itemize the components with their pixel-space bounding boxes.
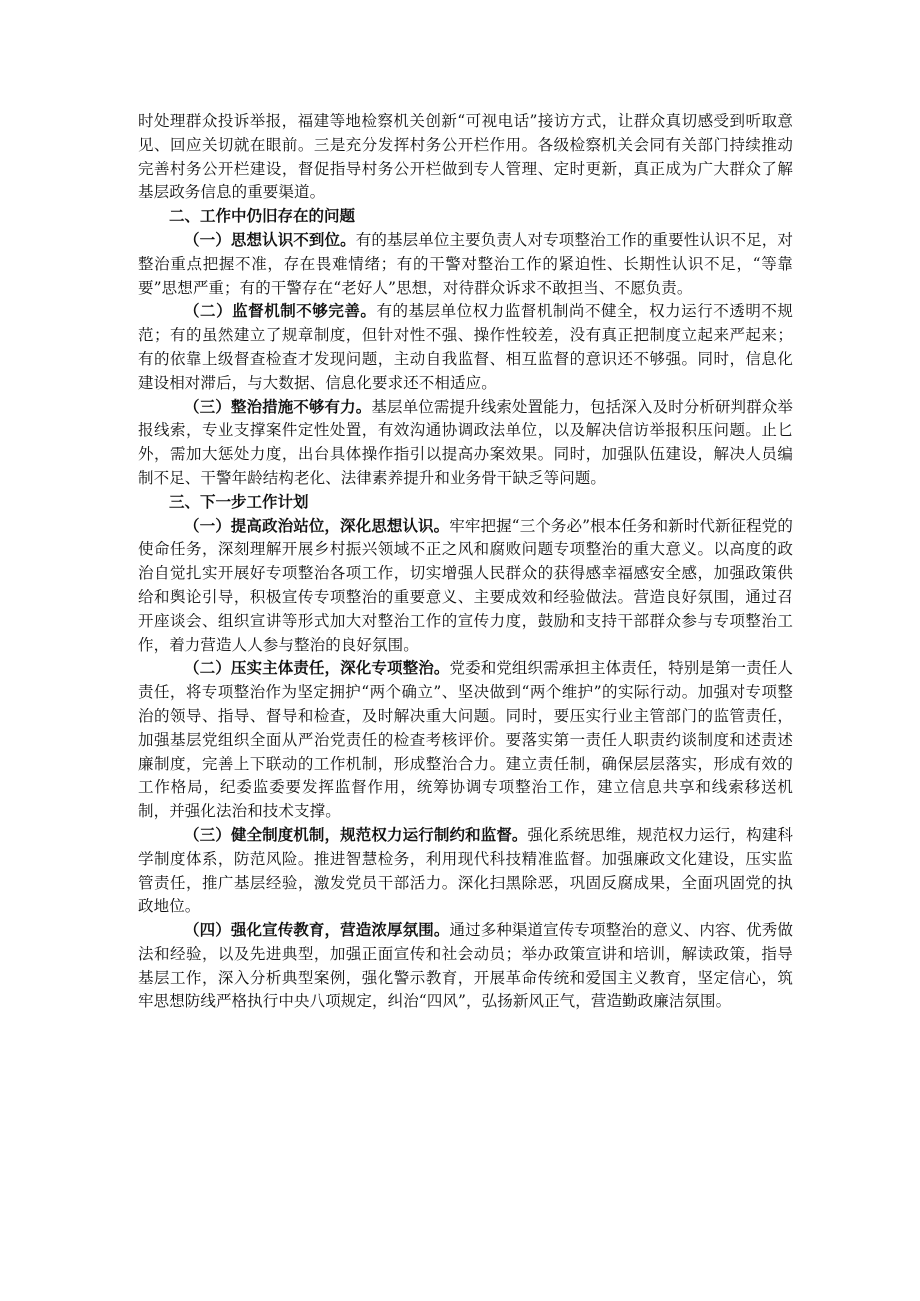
plan-item-4-body: 通过多种渠道宣传专项整治的意义、内容、优秀做法和经验，以及先进典型，加强正面宣传和社会动员；举办政策宣讲和培训，解读政策，指导基层工作，深入分析典型案例，强化警示教育，开展革命传统和爱国主义教育，坚定信心，筑牢思想防线严格执行中央八项规定，纠治“四风”，弘扬新风正气，营造勤政廉洁氛围。 [138,921,793,1011]
plan-item-2-lead: （二）压实主体责任，深化专项整治。 [184,659,450,678]
plan-item-2 [138,657,793,824]
problem-item-1-lead: （一）思想认识不到位。 [184,230,356,249]
problem-item-1-body: 有的基层单位主要负责人对专项整治工作的重要性认识不足，对整治重点把握不准，存在畏难情绪；有的干警对整治工作的紧迫性、长期性认识不足，“等靠要”思想严重；有的干警存在“老好人”思想，对待群众诉求不敢担当、不愿负责。 [138,230,793,297]
plan-item-1 [138,515,793,658]
problem-item-3 [138,396,793,491]
plan-item-1-lead: （一）提高政治站位，深化思想认识。 [184,516,450,535]
problem-item-2-lead: （二）监督机制不够完善。 [184,302,377,321]
problem-item-2 [138,300,793,395]
problem-item-3-body: 基层单位需提升线索处置能力，包括深入及时分析研判群众举报线索，专业支撑案件定性处置，有效沟通协调政法单位，以及解决信访举报积压问题。止匕外，需加大惩处力度，出台具体操作指引以提高办案效果。同时，加强队伍建设，解决人员编制不足、干警年龄结构老化、法律素养提升和业务骨干缺乏等问题。 [138,397,793,487]
problem-item-2-body: 有的基层单位权力监督机制尚不健全，权力运行不透明不规范；有的虽然建立了规章制度，但针对性不强、操作性较差，没有真正把制度立起来严起来；有的依靠上级督查检查才发现问题，主动自我监督、相互监督的意识还不够强。同时，信息化建设相对滞后，与大数据、信息化要求还不相适应。 [138,302,793,392]
problem-item-1 [138,229,793,300]
plan-item-3 [138,824,793,919]
plan-item-3-lead: （三）健全制度机制，规范权力运行制约和监督。 [184,825,528,844]
document-page [138,110,793,1014]
intro-paragraph: 时处理群众投诉举报，福建等地检察机关创新“可视电话”接访方式，让群众真切感受到听取意见、回应关切就在眼前。三是充分发挥村务公开栏作用。各级检察机关会同有关部门持续推动完善村务公开栏建设，督促指导村务公开栏做到专人管理、定时更新，真正成为广大群众了解基层政务信息的重要渠道。 [138,112,793,202]
plan-item-4-lead: （四）强化宣传教育，营造浓厚氛围。 [184,921,450,940]
section-heading-next-plan: 三、下一步工作计划 [169,492,309,511]
plan-item-4 [138,919,793,1014]
plan-item-3-body: 强化系统思维，规范权力运行，构建科学制度体系，防范风险。推进智慧检务，利用现代科技精准监督。加强廉政文化建设，压实监管责任，推广基层经验，激发党员干部活力。深化扫黑除恶，巩固反腐成果，全面巩固党的执政地位。 [138,825,793,916]
section-heading-problems: 二、工作中仍旧存在的问题 [169,207,356,226]
plan-item-1-body: 牢牢把握“三个务必”根本任务和新时代新征程党的使命任务，深刻理解开展乡村振兴领域不正之风和腐败问题专项整治的重大意义。以高度的政治自觉扎实开展好专项整治各项工作，切实增强人民群众的获得感幸福感安全感，加强政策供给和舆论引导，积极宣传专项整治的重要意义、主要成效和经验做法。营造良好氛围，通过召开座谈会、组织宣讲等形式加大对整治工作的宣传力度，鼓励和支持干部群众参与专项整治工作，着力营造人人参与整治的良好氛围。 [138,516,793,654]
problem-item-3-lead: （三）整治措施不够有力。 [184,397,372,416]
plan-item-2-body: 党委和党组织需承担主体责任，特别是第一责任人责任，将专项整治作为坚定拥护“两个确立”、坚决做到“两个维护”的实际行动。加强对专项整治的领导、指导、督导和检查，及时解决重大问题。同时，要压实行业主管部门的监管责任，加强基层党组织全面从严治党责任的检查考核评价。要落实第一责任人职责约谈制度和述责述廉制度，完善上下联动的工作机制，形成整治合力。建立责任制，确保层层落实，形成有效的工作格局，纪委监委要发挥监督作用，统筹协调专项整治工作，建立信息共享和线索移送机制，并强化法治和技术支撑。 [138,659,793,821]
